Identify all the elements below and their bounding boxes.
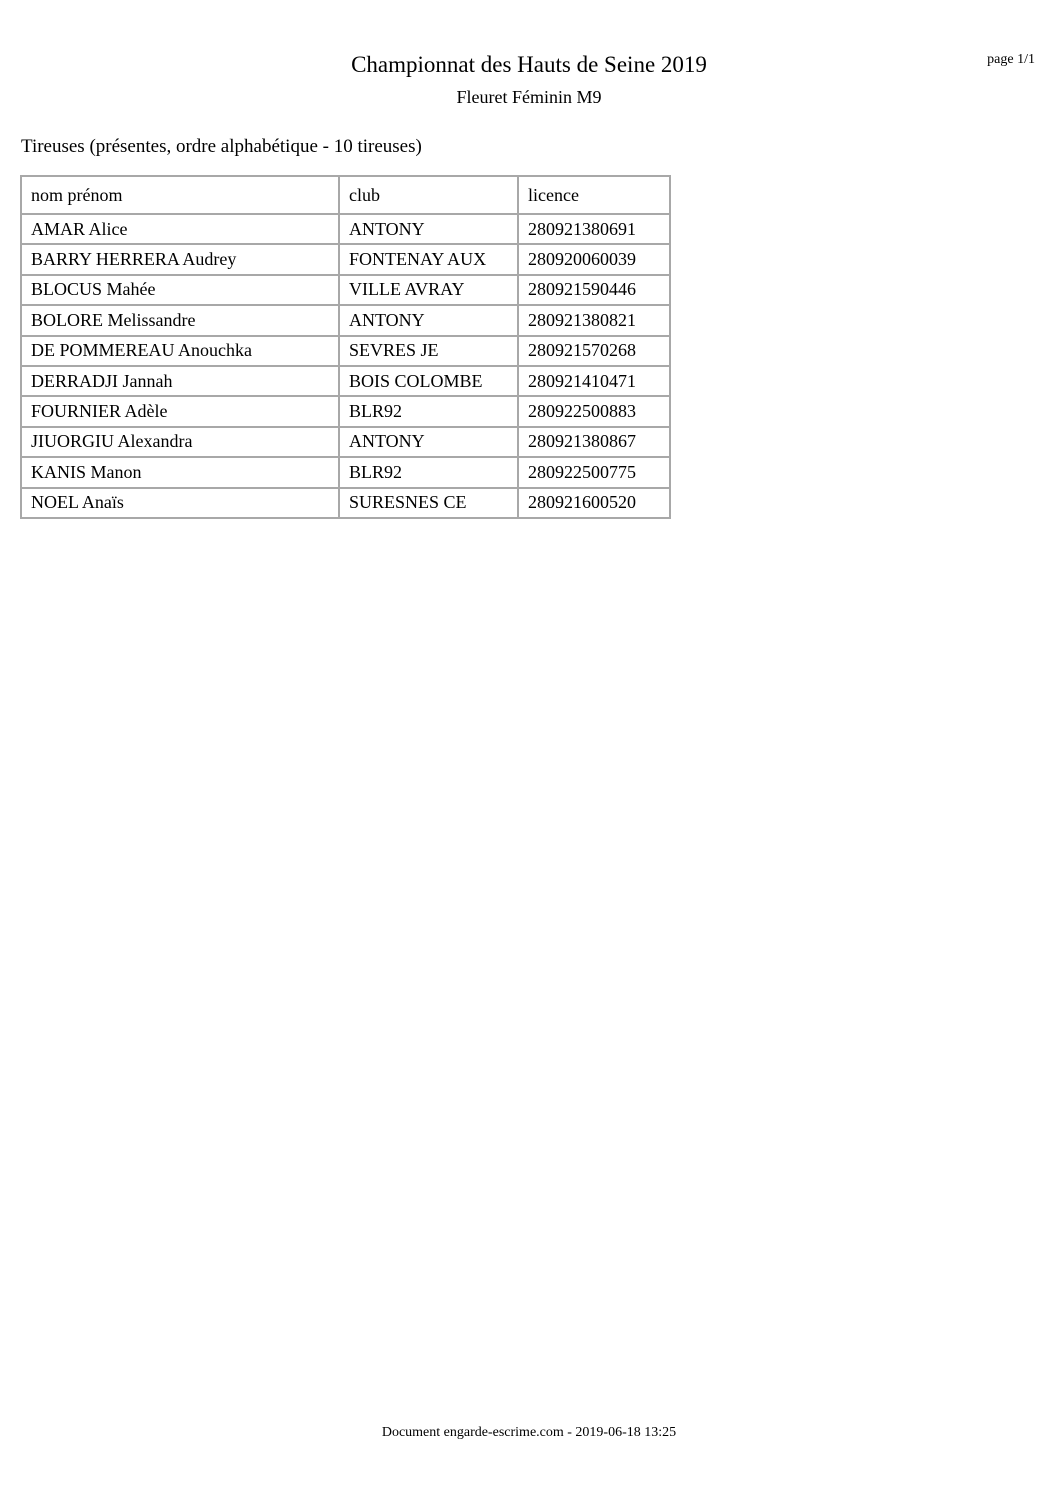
table-row (21, 427, 670, 457)
table-row (21, 214, 670, 244)
cell-name: DERRADJI Jannah (21, 366, 339, 396)
cell-name: JIUORGIU Alexandra (21, 427, 339, 457)
page-number: page 1/1 (987, 52, 1035, 67)
cell-name: FOURNIER Adèle (21, 396, 339, 426)
table-row (21, 305, 670, 335)
table-row (21, 457, 670, 487)
cell-licence: 280921410471 (518, 366, 670, 396)
cell-club: BOIS COLOMBE (339, 366, 518, 396)
cell-club: BLR92 (339, 396, 518, 426)
cell-name: BOLORE Melissandre (21, 305, 339, 335)
table-row (21, 244, 670, 274)
column-header-licence: licence (518, 176, 670, 214)
section-heading: Tireuses (présentes, ordre alphabétique - 10 tireuses) (21, 136, 422, 157)
column-header-name: nom prénom (21, 176, 339, 214)
cell-licence: 280922500775 (518, 457, 670, 487)
document-subtitle: Fleuret Féminin M9 (456, 87, 602, 107)
table-header-row (21, 176, 670, 214)
cell-licence: 280921380691 (518, 214, 670, 244)
cell-licence: 280921380867 (518, 427, 670, 457)
cell-licence: 280920060039 (518, 244, 670, 274)
cell-name: NOEL Anaïs (21, 488, 339, 518)
cell-licence: 280921570268 (518, 336, 670, 366)
cell-club: ANTONY (339, 305, 518, 335)
cell-club: FONTENAY AUX (339, 244, 518, 274)
cell-name: DE POMMEREAU Anouchka (21, 336, 339, 366)
table-row (21, 488, 670, 518)
table-row (21, 366, 670, 396)
table-row (21, 336, 670, 366)
cell-licence: 280921600520 (518, 488, 670, 518)
cell-name: BARRY HERRERA Audrey (21, 244, 339, 274)
cell-licence: 280922500883 (518, 396, 670, 426)
fencers-table (20, 175, 671, 519)
document-title: Championnat des Hauts de Seine 2019 (351, 52, 707, 77)
table-row (21, 396, 670, 426)
cell-club: SURESNES CE (339, 488, 518, 518)
cell-licence: 280921590446 (518, 275, 670, 305)
column-header-club: club (339, 176, 518, 214)
cell-name: BLOCUS Mahée (21, 275, 339, 305)
document-footer: Document engarde-escrime.com - 2019-06-18 13:25 (381, 1425, 677, 1440)
cell-licence: 280921380821 (518, 305, 670, 335)
cell-club: ANTONY (339, 214, 518, 244)
table-row (21, 275, 670, 305)
cell-name: AMAR Alice (21, 214, 339, 244)
cell-name: KANIS Manon (21, 457, 339, 487)
cell-club: ANTONY (339, 427, 518, 457)
cell-club: VILLE AVRAY (339, 275, 518, 305)
cell-club: BLR92 (339, 457, 518, 487)
cell-club: SEVRES JE (339, 336, 518, 366)
